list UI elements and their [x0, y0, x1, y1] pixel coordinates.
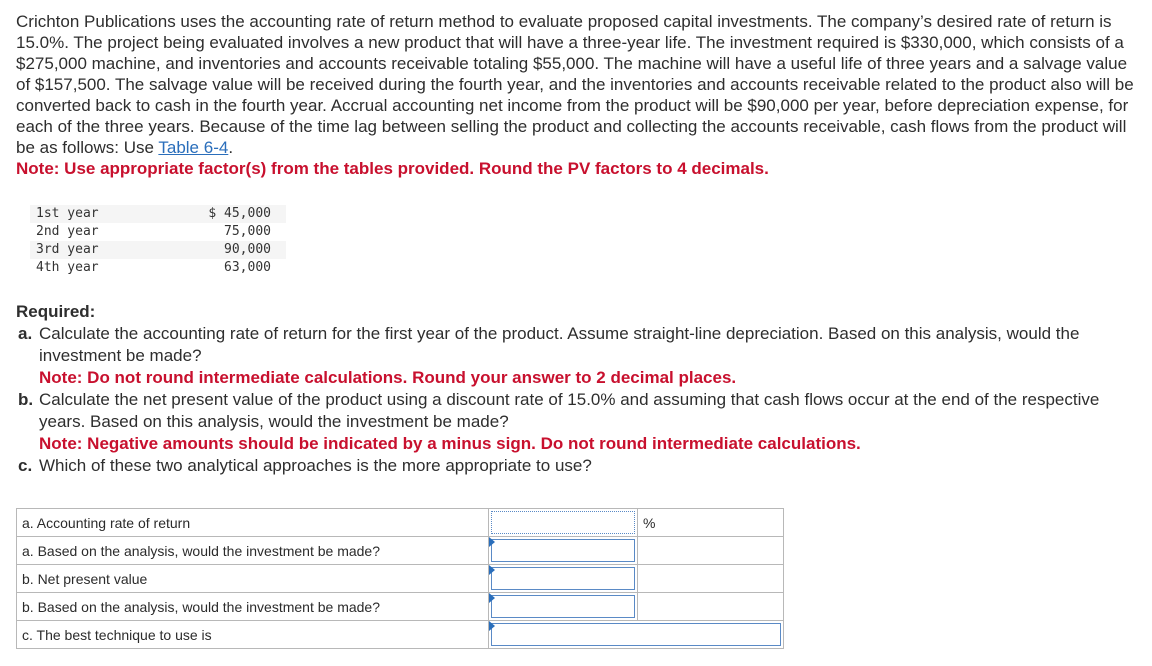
problem-statement — [16, 11, 1141, 179]
answer-row — [17, 621, 784, 649]
investment-decision-a-select-cell[interactable] — [489, 537, 638, 565]
year-label: 3rd year — [30, 241, 183, 259]
problem-text: Crichton Publications uses the accounting rate of return method to evaluate proposed capital investments. The company’s desired rate of return is 15.0%. The project being evaluated involves a new product that will have a three-year life. The investment required is $330,000, which consists of a $275,000 machine, and inventories and accounts receivable totaling $55,000. The machine will have a useful life of three years and a salvage value of $157,500. The salvage value will be received during the fourth year, and the inventories and accounts receivable related to the product also will be converted back to cash in the fourth year. Accrual accounting net income from the product will be $90,000 per year, before depreciation expense, for each of the three years. Because of the time lag between selling the product and collecting the accounts receivable, cash flows from the product will be as follows: Use — [16, 12, 1134, 157]
empty-cell — [638, 593, 784, 621]
year-label: 1st year — [30, 205, 183, 223]
requirement-a-note: Note: Do not round intermediate calculations. Round your answer to 2 decimal places. — [39, 368, 737, 387]
accounting-rate-input[interactable] — [491, 511, 635, 534]
problem-note: Note: Use appropriate factor(s) from the tables provided. Round the PV factors to 4 decimals. — [16, 159, 769, 178]
dropdown-caret-icon[interactable] — [489, 621, 495, 631]
percent-unit: % — [638, 509, 784, 537]
requirement-a-label: a. — [18, 324, 33, 343]
cash-flow-table — [30, 205, 286, 277]
required-title: Required: — [16, 302, 96, 321]
answer-row — [17, 509, 784, 537]
required-section — [16, 301, 1141, 477]
net-present-value-input[interactable] — [491, 567, 635, 590]
table-row — [30, 241, 286, 259]
best-technique-select[interactable] — [491, 623, 781, 646]
answer-label: b. Based on the analysis, would the investment be made? — [17, 593, 489, 621]
net-present-value-input-cell[interactable] — [489, 565, 638, 593]
answer-label: a. Accounting rate of return — [17, 509, 489, 537]
investment-decision-b-select-cell[interactable] — [489, 593, 638, 621]
answer-row — [17, 565, 784, 593]
dropdown-caret-icon[interactable] — [489, 537, 495, 547]
requirement-a-text: Calculate the accounting rate of return for the first year of the product. Assume straight-line depreciation. Based on this analysis, would the investment be made? — [39, 324, 1080, 365]
requirement-c-label: c. — [18, 456, 33, 475]
answer-label: b. Net present value — [17, 565, 489, 593]
dropdown-caret-icon[interactable] — [489, 565, 495, 575]
empty-cell — [638, 565, 784, 593]
problem-period: . — [228, 138, 234, 157]
answer-label: a. Based on the analysis, would the investment be made? — [17, 537, 489, 565]
answer-row — [17, 537, 784, 565]
cash-flow-amount: 75,000 — [224, 224, 271, 239]
table-row — [30, 205, 286, 223]
answer-table — [16, 508, 784, 649]
requirement-c — [16, 455, 1141, 477]
year-label: 2nd year — [36, 224, 99, 239]
requirement-b-text: Calculate the net present value of the product using a discount rate of 15.0% and assuming that cash flows occur at the end of the respective years. Based on this analysis, would the investment be made? — [39, 390, 1100, 431]
table-row — [30, 259, 286, 277]
best-technique-select-cell[interactable] — [489, 621, 784, 649]
year-label: 4th year — [36, 260, 99, 275]
dropdown-caret-icon[interactable] — [489, 593, 495, 603]
answer-label: c. The best technique to use is — [17, 621, 489, 649]
empty-cell — [638, 537, 784, 565]
requirement-b — [16, 389, 1141, 433]
cash-flow-amount: 90,000 — [183, 241, 286, 259]
answer-row — [17, 593, 784, 621]
requirement-b-note: Note: Negative amounts should be indicated by a minus sign. Do not round intermediate calculations. — [39, 434, 861, 453]
requirement-c-text: Which of these two analytical approaches is the more appropriate to use? — [39, 456, 592, 475]
table-row — [30, 223, 286, 241]
requirement-b-label: b. — [18, 390, 34, 409]
requirement-a — [16, 323, 1141, 367]
table-6-4-link[interactable]: Table 6-4 — [158, 138, 229, 157]
accounting-rate-input-cell[interactable] — [489, 509, 638, 537]
cash-flow-amount: $ 45,000 — [183, 205, 286, 223]
investment-decision-a-select[interactable] — [491, 539, 635, 562]
cash-flow-amount: 63,000 — [224, 260, 271, 275]
investment-decision-b-select[interactable] — [491, 595, 635, 618]
